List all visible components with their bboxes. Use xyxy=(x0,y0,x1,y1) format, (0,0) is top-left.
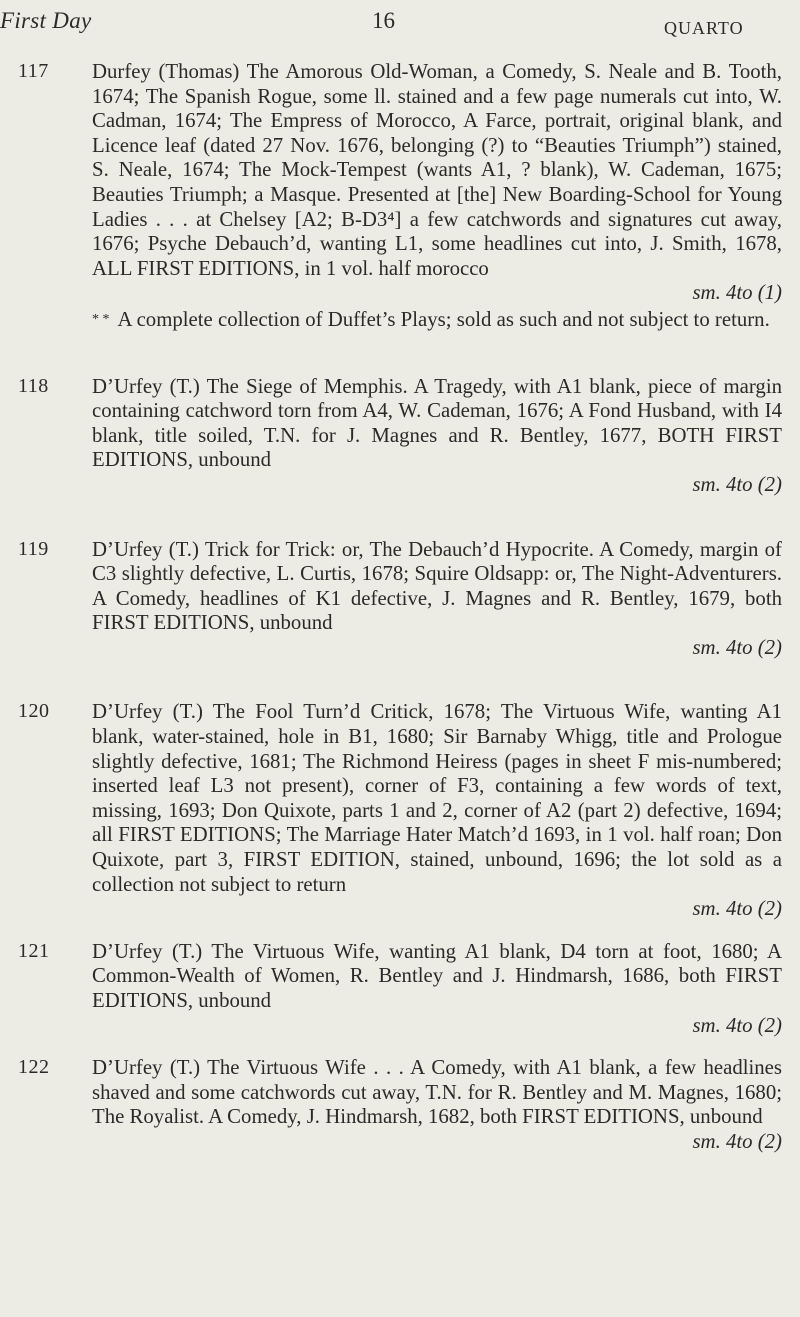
running-head-format: QUARTO xyxy=(664,18,744,38)
page-number: 16 xyxy=(372,8,395,33)
lot-format: sm. 4to (2) xyxy=(692,472,782,496)
lot-description: D’Urfey (T.) The Siege of Memphis. A Tragedy, with A1 blank, piece of margin containing catchword torn from A4, W. Cademan, 1676; A Fond Husband, with I4 blank, title soiled, T.N. for J. Magnes and R. Bentley, 1677, BOTH FIRST EDITIONS, unbound xyxy=(92,374,782,472)
lot-format: sm. 4to (2) xyxy=(692,1013,782,1037)
lot-format: sm. 4to (2) xyxy=(692,635,782,659)
lot-format: sm. 4to (2) xyxy=(692,1129,782,1153)
lot-list xyxy=(0,60,800,1173)
lot-format: sm. 4to (1) xyxy=(692,281,782,305)
lot-entry-121 xyxy=(0,940,800,1038)
lot-entry-117 xyxy=(0,60,800,333)
lot-description: D’Urfey (T.) The Virtuous Wife . . . A Comedy, with A1 blank, a few headlines shaved and some catchwords cut away, T.N. for R. Bentley and M. Magnes, 1680; The Royalist. A Comedy, J. Hindmarsh, 1682, both FIRST EDITIONS, unbound xyxy=(92,1056,782,1129)
lot-number: 122 xyxy=(18,1056,50,1079)
lot-description: D’Urfey (T.) The Virtuous Wife, wanting A1 blank, D4 torn at foot, 1680; A Common-Wealth of Women, R. Bentley and J. Hindmarsh, 1686, both FIRST EDITIONS, unbound xyxy=(92,939,782,1012)
lot-entry-118 xyxy=(0,375,800,498)
lot-description: D’Urfey (T.) The Fool Turn’d Critick, 1678; The Virtuous Wife, wanting A1 blank, water-stained, hole in B1, 1680; Sir Barnaby Whigg, title and Prologue slightly defective, 1681; The Richmond Heiress (pages in sheet F mis-numbered; inserted leaf L3 not present), corner of F3, containing a few words of text, missing, 1693; Don Quixote, parts 1 and 2, corner of A2 (part 2) defective, 1694; all FIRST EDITIONS; The Marriage Hater Match’d 1693, in 1 vol. half roan; Don Quixote, part 3, FIRST EDITION, stained, unbound, 1696; the lot sold as a collection not subject to return xyxy=(92,700,782,896)
running-head-day: First Day xyxy=(0,8,92,33)
lot-entry-120 xyxy=(0,700,800,921)
lot-entry-119 xyxy=(0,538,800,661)
note-text: A complete collection of Duffet’s Plays; sold as such and not subject to return. xyxy=(117,307,770,331)
page-header xyxy=(0,2,800,42)
lot-number: 118 xyxy=(18,374,49,397)
lot-entry-122 xyxy=(0,1056,800,1154)
note-asterisks: * * xyxy=(92,311,110,327)
lot-format: sm. 4to (2) xyxy=(692,897,782,921)
lot-note xyxy=(92,308,782,333)
lot-description: Durfey (Thomas) The Amorous Old-Woman, a Comedy, S. Neale and B. Tooth, 1674; The Spanish Rogue, some ll. stained and a few page numerals cut into, W. Cadman, 1674; The Empress of Morocco, A Farce, portrait, original blank, and Licence leaf (dated 27 Nov. 1676, belonging (?) to “Beauties Triumph”) stained, S. Neale, 1674; The Mock-Tempest (wants A1, ? blank), W. Cademan, 1675; Beauties Triumph; a Masque. Presented at [the] New Boarding-School for Young Ladies . . . at Chelsey [A2; B-D3⁴] a few catchwords and signatures cut away, 1676; Psyche Debauch’d, wanting L1, some headlines cut into, J. Smith, 1678, ALL FIRST EDITIONS, in 1 vol. half morocco xyxy=(92,60,782,280)
lot-number: 119 xyxy=(18,537,49,560)
lot-number: 117 xyxy=(18,60,49,82)
lot-description: D’Urfey (T.) Trick for Trick: or, The Debauch’d Hypocrite. A Comedy, margin of C3 slightly defective, L. Curtis, 1678; Squire Oldsapp: or, The Night-Adventurers. A Comedy, headlines of K1 defective, J. Magnes and R. Bentley, 1679, both FIRST EDITIONS, unbound xyxy=(92,537,782,635)
lot-number: 121 xyxy=(18,939,50,962)
lot-number: 120 xyxy=(18,700,50,723)
